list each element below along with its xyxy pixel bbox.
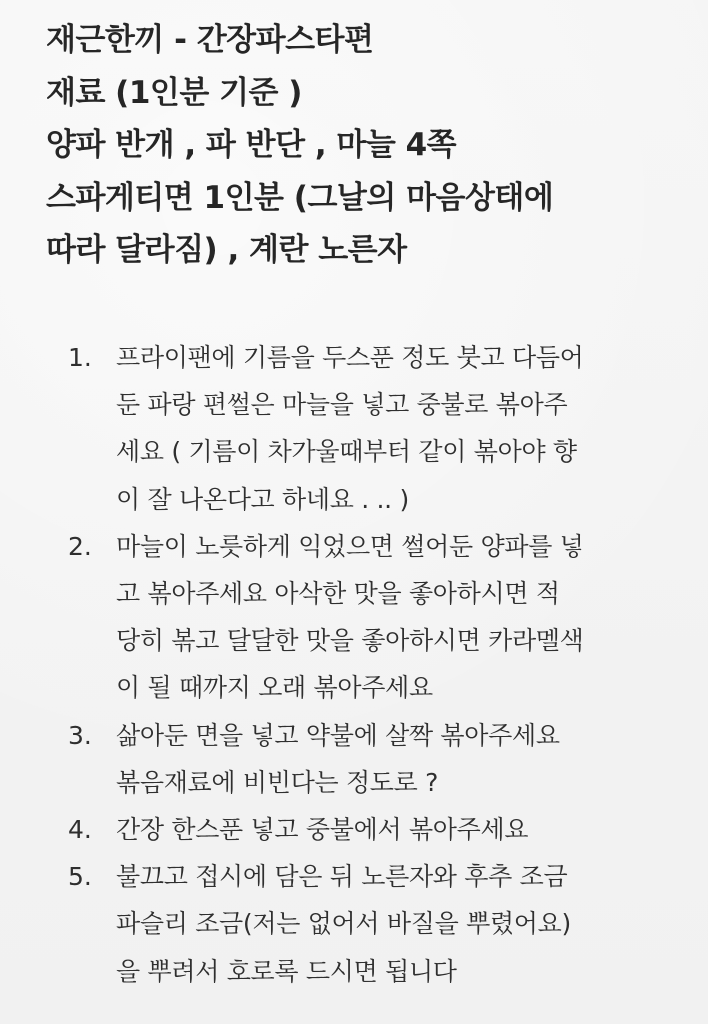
list-item xyxy=(68,853,668,995)
ingredients-line-2: 스파게티면 1인분 (그날의 마음상태에 xyxy=(46,179,554,216)
recipe-title: 재근한끼 - 간장파스타편 xyxy=(46,22,374,58)
step-text-line: 세요 ( 기름이 차가울때부터 같이 볶아야 향 xyxy=(116,437,577,467)
ingredients-line-1: 양파 반개 , 파 반단 , 마늘 4쪽 xyxy=(46,127,457,163)
step-text-line: 프라이팬에 기름을 두스푼 정도 붓고 다듬어 xyxy=(116,343,584,372)
recipe-header xyxy=(46,14,686,277)
step-text-line: 불끄고 접시에 담은 뒤 노른자와 후추 조금 xyxy=(116,862,568,892)
step-text xyxy=(116,712,668,806)
step-text xyxy=(116,334,668,523)
step-text-line: 고 볶아주세요 아삭한 맛을 좋아하시면 적 xyxy=(116,579,560,609)
step-text xyxy=(116,523,668,712)
list-item xyxy=(68,334,668,523)
recipe-steps-list xyxy=(68,334,668,995)
step-number: 4. xyxy=(68,815,92,845)
list-item xyxy=(68,523,668,712)
step-text-line: 을 뿌려서 호로록 드시면 됩니다 xyxy=(116,956,457,986)
list-item xyxy=(68,712,668,806)
step-text-line: 이 될 때까지 오래 볶아주세요 xyxy=(116,673,433,703)
step-text-line: 볶음재료에 비빈다는 정도로 ? xyxy=(116,767,439,797)
step-text-line: 삶아둔 면을 넣고 약불에 살짝 볶아주세요 xyxy=(116,720,560,750)
step-text-line: 이 잘 나온다고 하네요 . .. ) xyxy=(116,484,409,514)
step-text xyxy=(116,806,668,853)
step-text-line: 마늘이 노릇하게 익었으면 썰어둔 양파를 넣 xyxy=(116,531,584,561)
step-text-line: 당히 볶고 달달한 맛을 좋아하시면 카라멜색 xyxy=(116,626,584,656)
step-number: 3. xyxy=(68,720,92,750)
step-text-line: 둔 파랑 편썰은 마늘을 넣고 중불로 볶아주 xyxy=(116,390,568,420)
step-number: 5. xyxy=(68,862,92,892)
list-item xyxy=(68,806,668,853)
step-number: 1. xyxy=(68,343,92,372)
step-number: 2. xyxy=(68,531,92,561)
ingredients-line-3: 따라 달라짐) , 계란 노른자 xyxy=(46,232,407,268)
ingredients-heading: 재료 (1인분 기준 ) xyxy=(46,74,302,111)
step-text-line: 파슬리 조금(저는 없어서 바질을 뿌렸어요) xyxy=(116,909,571,939)
step-text-line: 간장 한스푼 넣고 중불에서 볶아주세요 xyxy=(116,815,529,845)
step-text xyxy=(116,853,668,995)
